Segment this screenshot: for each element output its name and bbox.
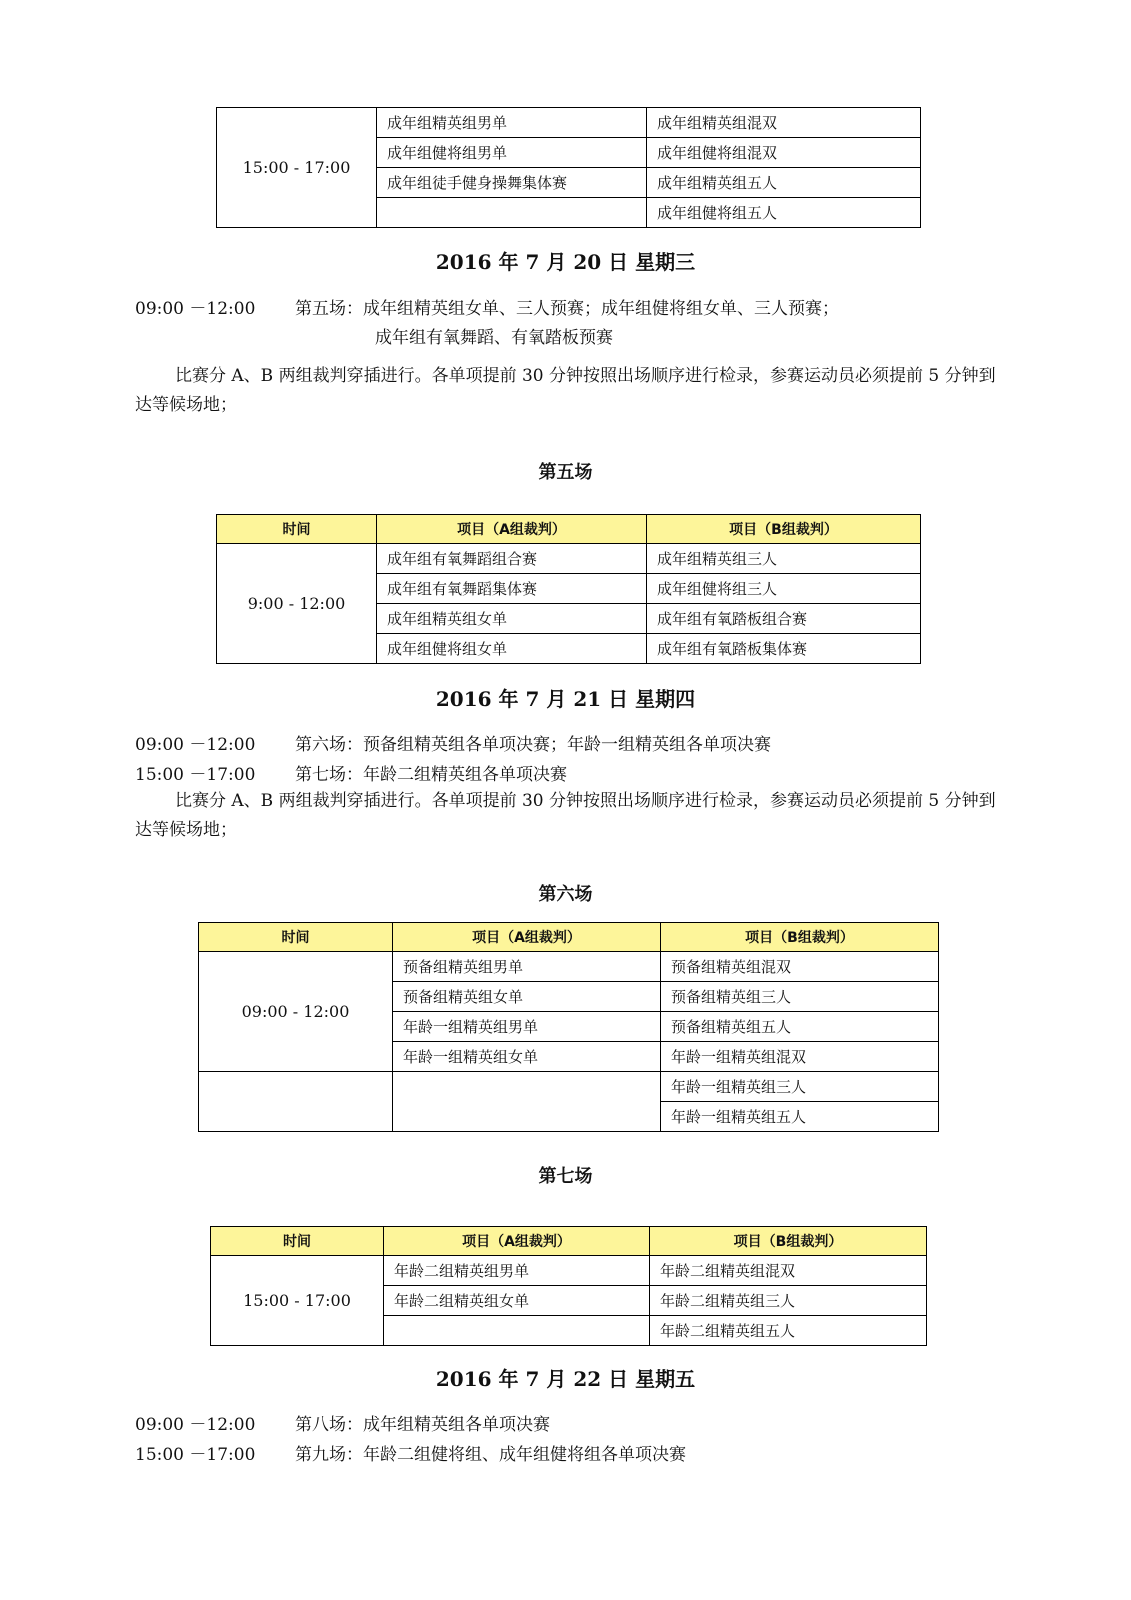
note-paragraph: 比赛分 A、B 两组裁判穿插进行。各单项提前 30 分钟按照出场顺序进行检录，参赛运动员必须提前 5 分钟到达等候场地； xyxy=(135,366,996,415)
b-cell: 年龄二组精英组混双 xyxy=(650,1256,927,1286)
header-a: 项目（A组裁判） xyxy=(384,1227,650,1256)
schedule-text: 第六场：预备组精英组各单项决赛；年龄一组精英组各单项决赛 xyxy=(295,735,771,755)
a-cell: 成年组徒手健身操舞集体赛 xyxy=(377,168,647,198)
time-cell: 15:00 - 17:00 xyxy=(217,108,377,228)
table-header-row xyxy=(217,515,921,544)
schedule-text: 第九场：年龄二组健将组、成年组健将组各单项决赛 xyxy=(295,1445,686,1465)
schedule-time: 09:00 －12:00 xyxy=(135,1415,256,1435)
time-cell-empty xyxy=(199,1102,393,1132)
date-heading: 2016 年 7 月 21 日 星期四 xyxy=(435,687,696,711)
time-cell-empty xyxy=(199,1072,393,1102)
header-time: 时间 xyxy=(199,923,393,952)
b-cell: 年龄二组精英组五人 xyxy=(650,1316,927,1346)
b-cell: 成年组健将组五人 xyxy=(647,198,921,228)
a-cell: 年龄二组精英组男单 xyxy=(384,1256,650,1286)
note-paragraph: 比赛分 A、B 两组裁判穿插进行。各单项提前 30 分钟按照出场顺序进行检录，参赛运动员必须提前 5 分钟到达等候场地； xyxy=(135,791,996,840)
schedule-text: 第八场：成年组精英组各单项决赛 xyxy=(295,1415,550,1435)
b-cell: 成年组健将组三人 xyxy=(647,574,921,604)
date-heading: 2016 年 7 月 20 日 星期三 xyxy=(435,250,696,274)
b-cell: 成年组精英组五人 xyxy=(647,168,921,198)
schedule-table-session7 xyxy=(210,1226,927,1346)
table-row xyxy=(199,1072,939,1102)
b-cell: 成年组健将组混双 xyxy=(647,138,921,168)
b-cell: 年龄一组精英组混双 xyxy=(661,1042,939,1072)
b-cell: 年龄一组精英组五人 xyxy=(661,1102,939,1132)
a-cell: 年龄二组精英组女单 xyxy=(384,1286,650,1316)
schedule-line xyxy=(135,294,839,319)
schedule-table-session6 xyxy=(198,922,939,1132)
schedule-time: 15:00 －17:00 xyxy=(135,1445,256,1465)
b-cell: 预备组精英组三人 xyxy=(661,982,939,1012)
a-cell xyxy=(393,1072,661,1102)
table-row xyxy=(217,544,921,574)
b-cell: 成年组有氧踏板集体赛 xyxy=(647,634,921,664)
a-cell: 预备组精英组男单 xyxy=(393,952,661,982)
table-row xyxy=(199,1102,939,1132)
table-header-row xyxy=(199,923,939,952)
header-a: 项目（A组裁判） xyxy=(393,923,661,952)
table-row xyxy=(217,108,921,138)
b-cell: 成年组精英组混双 xyxy=(647,108,921,138)
table-row xyxy=(211,1256,927,1286)
schedule-text: 第七场：年龄二组精英组各单项决赛 xyxy=(295,765,567,785)
time-cell: 15:00 - 17:00 xyxy=(211,1256,384,1346)
a-cell: 成年组精英组女单 xyxy=(377,604,647,634)
a-cell: 预备组精英组女单 xyxy=(393,982,661,1012)
session-title: 第五场 xyxy=(538,462,593,483)
a-cell xyxy=(393,1102,661,1132)
header-a: 项目（A组裁判） xyxy=(377,515,647,544)
header-b: 项目（B组裁判） xyxy=(650,1227,927,1256)
header-time: 时间 xyxy=(211,1227,384,1256)
b-cell: 年龄一组精英组三人 xyxy=(661,1072,939,1102)
a-cell: 成年组健将组女单 xyxy=(377,634,647,664)
a-cell xyxy=(377,198,647,228)
session-title: 第七场 xyxy=(538,1166,593,1187)
session-title: 第六场 xyxy=(538,884,593,905)
schedule-time: 09:00 －12:00 xyxy=(135,735,256,755)
schedule-table-session5 xyxy=(216,514,921,664)
a-cell: 成年组有氧舞蹈组合赛 xyxy=(377,544,647,574)
time-cell: 09:00 - 12:00 xyxy=(199,952,393,1072)
schedule-text: 第五场：成年组精英组女单、三人预赛；成年组健将组女单、三人预赛； xyxy=(295,299,839,319)
b-cell: 成年组精英组三人 xyxy=(647,544,921,574)
schedule-time: 15:00 －17:00 xyxy=(135,765,256,785)
header-b: 项目（B组裁判） xyxy=(661,923,939,952)
a-cell: 年龄一组精英组女单 xyxy=(393,1042,661,1072)
b-cell: 成年组有氧踏板组合赛 xyxy=(647,604,921,634)
header-time: 时间 xyxy=(217,515,377,544)
table-header-row xyxy=(211,1227,927,1256)
a-cell: 成年组精英组男单 xyxy=(377,108,647,138)
a-cell xyxy=(384,1316,650,1346)
a-cell: 成年组有氧舞蹈集体赛 xyxy=(377,574,647,604)
schedule-time: 09:00 －12:00 xyxy=(135,299,256,319)
schedule-table-top xyxy=(216,107,921,228)
schedule-line xyxy=(135,1440,686,1465)
a-cell: 年龄一组精英组男单 xyxy=(393,1012,661,1042)
schedule-line-cont: 成年组有氧舞蹈、有氧踏板预赛 xyxy=(375,328,613,348)
a-cell: 成年组健将组男单 xyxy=(377,138,647,168)
time-cell: 9:00 - 12:00 xyxy=(217,544,377,664)
b-cell: 年龄二组精英组三人 xyxy=(650,1286,927,1316)
b-cell: 预备组精英组五人 xyxy=(661,1012,939,1042)
schedule-line xyxy=(135,760,567,785)
header-b: 项目（B组裁判） xyxy=(647,515,921,544)
schedule-line xyxy=(135,730,771,755)
date-heading: 2016 年 7 月 22 日 星期五 xyxy=(435,1367,696,1391)
schedule-line xyxy=(135,1410,550,1435)
b-cell: 预备组精英组混双 xyxy=(661,952,939,982)
table-row xyxy=(199,952,939,982)
